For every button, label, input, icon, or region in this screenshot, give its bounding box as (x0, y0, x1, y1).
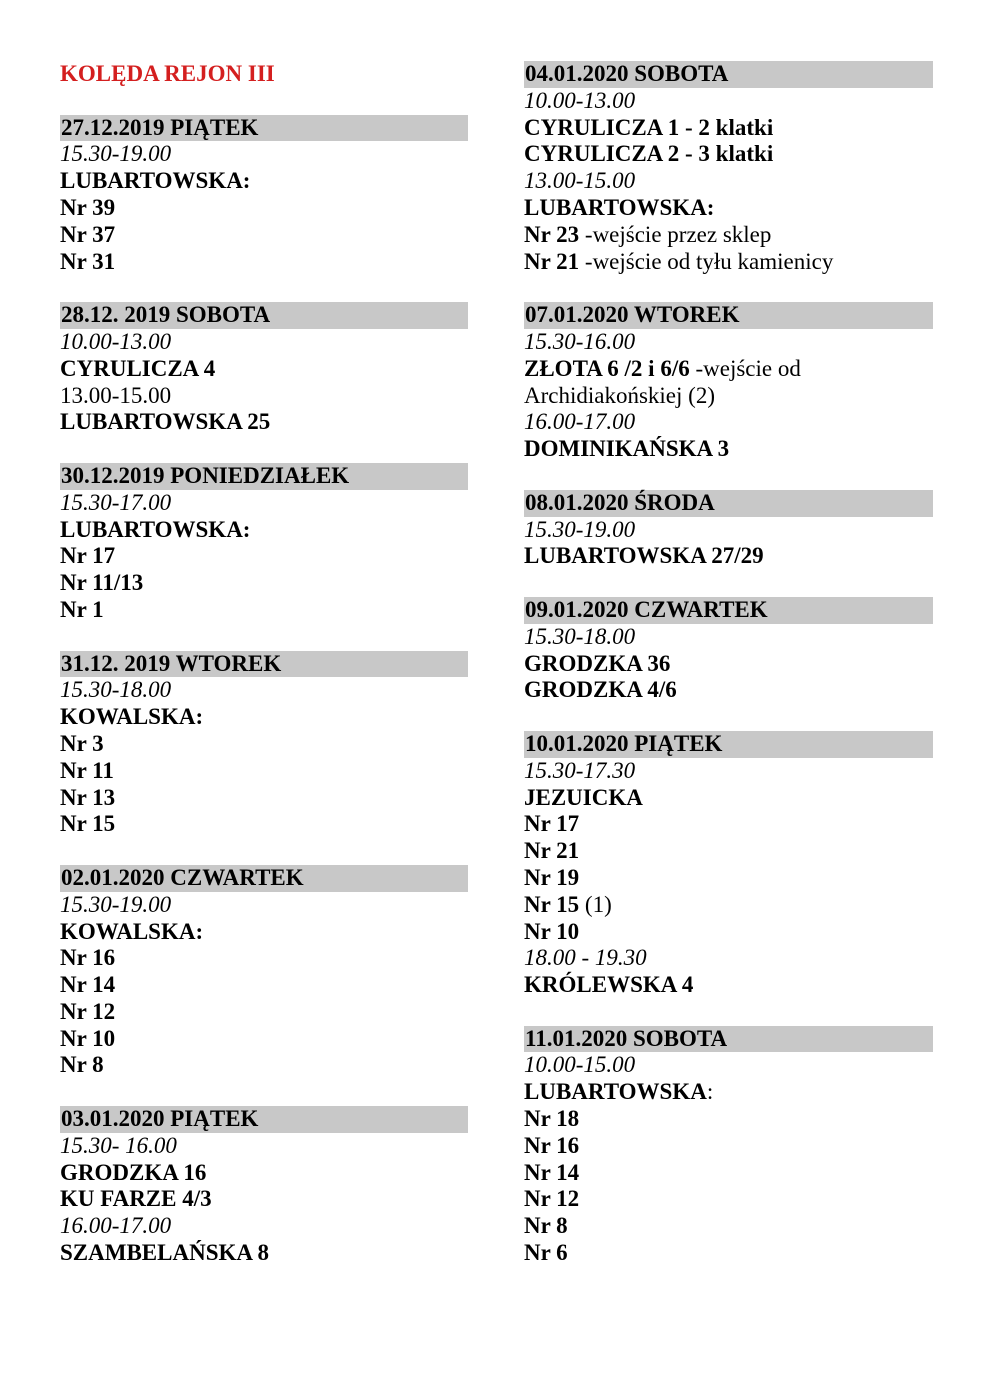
address-line (524, 356, 933, 383)
right-column (524, 61, 933, 1294)
address-text: Nr 15 (524, 891, 580, 917)
time-range: 13.00-15.00 (60, 382, 172, 408)
address-line: Nr 16 (524, 1132, 580, 1158)
address-line: Nr 39 (60, 194, 116, 220)
day-section (524, 61, 933, 275)
day-section (524, 731, 933, 999)
address-line: Nr 11 (60, 757, 114, 783)
address-line: Nr 19 (524, 864, 580, 890)
time-range: 10.00-13.00 (524, 87, 636, 113)
day-header: 02.01.2020 CZWARTEK (60, 865, 468, 892)
time-range: 10.00-13.00 (60, 328, 172, 354)
address-line: LUBARTOWSKA: (524, 194, 715, 220)
address-line: LUBARTOWSKA: (60, 516, 251, 542)
address-text: Nr 21 (524, 248, 580, 274)
day-header: 11.01.2020 SOBOTA (524, 1026, 933, 1053)
time-range: 18.00 - 19.30 (524, 945, 647, 971)
day-header: 03.01.2020 PIĄTEK (60, 1106, 468, 1133)
time-range: 15.30-16.00 (524, 328, 636, 354)
address-line: SZAMBELAŃSKA 8 (60, 1240, 269, 1266)
address-line: Nr 8 (524, 1213, 568, 1239)
day-section (60, 463, 468, 624)
address-line: Nr 17 (60, 543, 116, 569)
address-line (524, 222, 933, 249)
address-line: GRODZKA 16 (60, 1159, 207, 1185)
address-line (524, 249, 933, 276)
time-range: 15.30-19.00 (60, 891, 172, 917)
day-section (60, 865, 468, 1079)
address-note: : (706, 1079, 714, 1105)
day-header: 27.12.2019 PIĄTEK (60, 115, 468, 142)
address-line: GRODZKA 36 (524, 650, 671, 676)
address-line: Nr 13 (60, 784, 116, 810)
day-header: 31.12. 2019 WTOREK (60, 651, 468, 678)
address-line: LUBARTOWSKA 27/29 (524, 543, 764, 569)
time-range: 10.00-15.00 (524, 1052, 636, 1078)
address-line: Nr 8 (60, 1052, 104, 1078)
time-range: 16.00-17.00 (60, 1213, 172, 1239)
day-section (60, 1106, 468, 1267)
address-note-line: Archidiakońskiej (2) (524, 382, 715, 408)
day-header: 07.01.2020 WTOREK (524, 302, 933, 329)
address-line: Nr 37 (60, 221, 116, 247)
address-line: Nr 3 (60, 730, 104, 756)
time-range: 15.30-18.00 (524, 623, 636, 649)
address-note: -wejście od tyłu kamienicy (579, 248, 834, 274)
address-line: KRÓLEWSKA 4 (524, 972, 694, 998)
address-line: CYRULICZA 4 (60, 355, 216, 381)
address-line: Nr 12 (60, 998, 116, 1024)
day-section (60, 302, 468, 436)
day-header: 09.01.2020 CZWARTEK (524, 597, 933, 624)
time-range: 15.30-17.00 (60, 489, 172, 515)
day-header: 28.12. 2019 SOBOTA (60, 302, 468, 329)
address-line: Nr 21 (524, 838, 580, 864)
address-line: LUBARTOWSKA: (60, 168, 251, 194)
address-line: Nr 14 (60, 972, 116, 998)
address-line: Nr 6 (524, 1240, 568, 1266)
address-line: JEZUICKA (524, 784, 643, 810)
time-range: 15.30-17.30 (524, 757, 636, 783)
time-range: 15.30- 16.00 (60, 1132, 177, 1158)
address-text: LUBARTOWSKA (524, 1079, 707, 1105)
day-header: 04.01.2020 SOBOTA (524, 61, 933, 88)
address-text: Nr 23 (524, 221, 580, 247)
address-text: ZŁOTA 6 /2 i 6/6 (524, 355, 690, 381)
address-line: KOWALSKA: (60, 704, 204, 730)
day-section (524, 302, 933, 463)
time-range: 16.00-17.00 (524, 409, 636, 435)
address-line: Nr 16 (60, 945, 116, 971)
address-line: CYRULICZA 2 - 3 klatki (524, 141, 774, 167)
address-line: KOWALSKA: (60, 918, 204, 944)
address-line: LUBARTOWSKA 25 (60, 409, 271, 435)
address-note: -wejście od (689, 355, 801, 381)
day-header: 30.12.2019 PONIEDZIAŁEK (60, 463, 468, 490)
day-section (60, 651, 468, 839)
address-line (524, 1079, 933, 1106)
day-section (524, 597, 933, 704)
address-line (524, 892, 933, 919)
day-section (60, 115, 468, 276)
address-note: (1) (579, 891, 612, 917)
address-line: Nr 31 (60, 248, 116, 274)
address-line: Nr 10 (524, 918, 580, 944)
day-header: 10.01.2020 PIĄTEK (524, 731, 933, 758)
address-line: KU FARZE 4/3 (60, 1186, 212, 1212)
document-title: KOLĘDA REJON III (60, 61, 275, 86)
day-section (524, 1026, 933, 1267)
left-column (60, 61, 468, 1294)
time-range: 15.30-19.00 (60, 141, 172, 167)
address-line: Nr 1 (60, 596, 104, 622)
time-range: 15.30-19.00 (524, 516, 636, 542)
address-line: Nr 12 (524, 1186, 580, 1212)
day-section (524, 490, 933, 570)
time-range: 13.00-15.00 (524, 168, 636, 194)
address-line: DOMINIKAŃSKA 3 (524, 436, 730, 462)
address-line: Nr 11/13 (60, 570, 144, 596)
address-line: Nr 15 (60, 811, 116, 837)
address-note: -wejście przez sklep (579, 221, 772, 247)
day-header: 08.01.2020 ŚRODA (524, 490, 933, 517)
address-line: GRODZKA 4/6 (524, 677, 677, 703)
address-line: Nr 14 (524, 1159, 580, 1185)
address-line: Nr 17 (524, 811, 580, 837)
time-range: 15.30-18.00 (60, 677, 172, 703)
address-line: Nr 10 (60, 1025, 116, 1051)
address-line: CYRULICZA 1 - 2 klatki (524, 114, 774, 140)
address-line: Nr 18 (524, 1106, 580, 1132)
